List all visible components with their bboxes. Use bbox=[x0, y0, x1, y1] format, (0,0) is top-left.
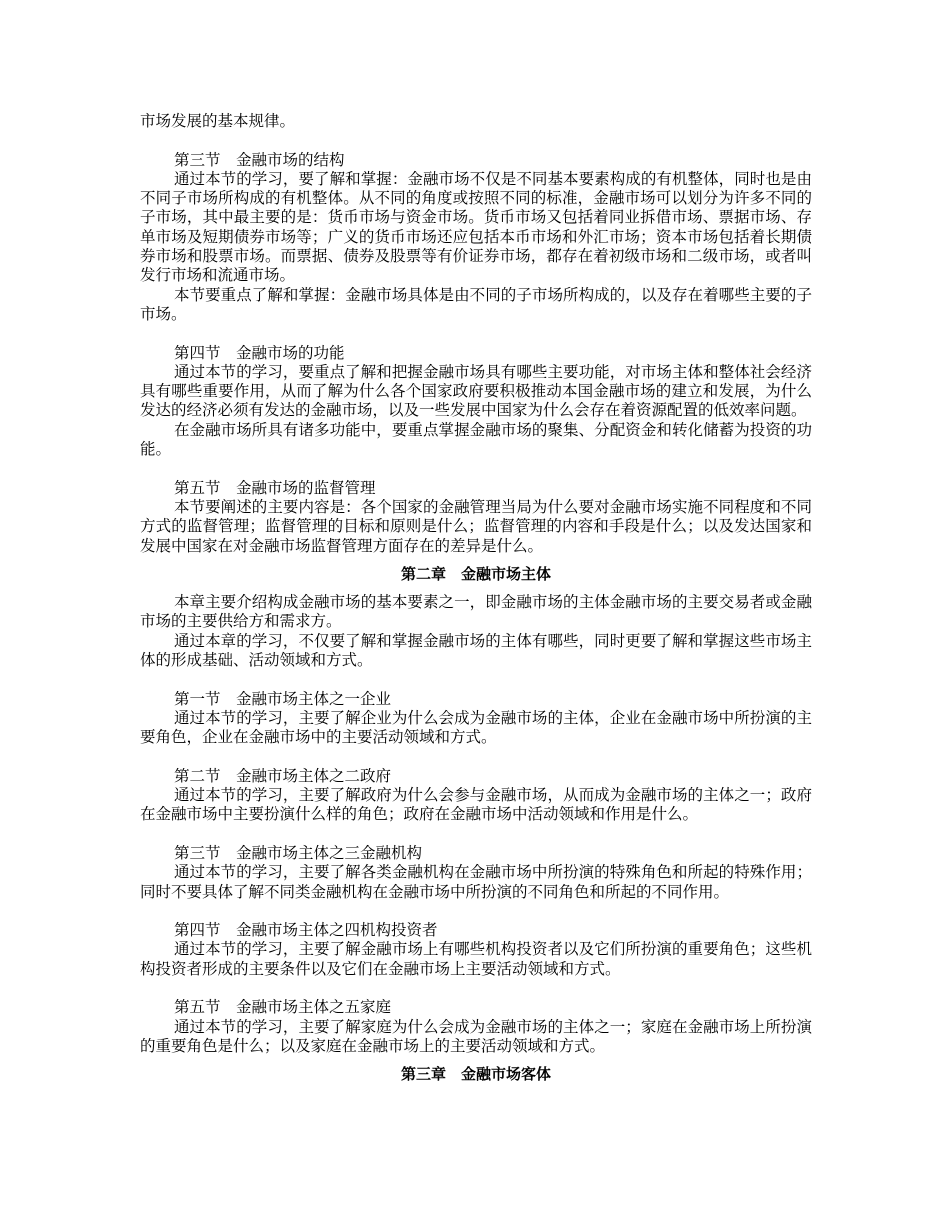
body-paragraph: 市场发展的基本规律。 bbox=[140, 112, 296, 130]
paragraph-spacer bbox=[140, 324, 812, 343]
body-paragraph: 通过本节的学习，主要了解家庭为什么会成为金融市场的主体之一；家庭在金融市场上所扮演的重要角色是什么；以及家庭在金融市场上的主要活动领域和方式。 bbox=[140, 1017, 812, 1055]
section-heading: 第三节 金融市场主体之三金融机构 bbox=[174, 843, 423, 862]
chapter-heading: 第三章 金融市场客体 bbox=[400, 1065, 551, 1084]
paragraph-spacer bbox=[140, 670, 812, 689]
section-heading: 第三节 金融市场的结构 bbox=[174, 150, 345, 169]
body-paragraph: 通过本节的学习，主要了解企业为什么会成为金融市场的主体，企业在金融市场中所扮演的主要角色，企业在金融市场中的主要活动领域和方式。 bbox=[140, 708, 812, 747]
body-paragraph: 通过本节的学习，要重点了解和把握金融市场具有哪些主要功能，对市场主体和整体社会经济具有哪些重要作用，从而了解为什么各个国家政府要积极推动本国金融市场的建立和发展，为什么发达的经济必须有发达的金融市场，以及一些发展中国家为什么会存在着资源配置的低效率问题。 bbox=[140, 362, 812, 420]
paragraph-spacer bbox=[140, 748, 812, 767]
body-paragraph: 本章主要介绍构成金融市场的基本要素之一，即金融市场的主体金融市场的主要交易者或金融市场的主要供给方和需求方。 bbox=[140, 593, 812, 631]
paragraph-spacer bbox=[140, 459, 812, 478]
section-heading: 第二节 金融市场主体之二政府 bbox=[174, 766, 392, 785]
body-paragraph: 通过本节的学习，主要了解政府为什么会参与金融市场，从而成为金融市场的主体之一；政府在金融市场中主要扮演什么样的角色；政府在金融市场中活动领域和作用是什么。 bbox=[140, 786, 812, 824]
section-heading: 第五节 金融市场的监督管理 bbox=[174, 478, 376, 497]
body-paragraph: 通过本章的学习，不仅要了解和掌握金融市场的主体有哪些，同时更要了解和掌握这些市场主体的形成基础、活动领域和方式。 bbox=[140, 631, 812, 670]
section-heading: 第四节 金融市场主体之四机构投资者 bbox=[174, 921, 438, 940]
paragraph-spacer bbox=[140, 131, 812, 150]
paragraph-spacer bbox=[140, 902, 812, 921]
document-page bbox=[140, 112, 812, 1094]
section-heading: 第一节 金融市场主体之一企业 bbox=[174, 689, 392, 708]
body-paragraph: 本节要重点了解和掌握：金融市场具体是由不同的子市场所构成的，以及存在着哪些主要的子市场。 bbox=[140, 285, 812, 323]
body-paragraph: 通过本节的学习，主要了解金融市场上有哪些机构投资者以及它们所扮演的重要角色；这些机构投资者形成的主要条件以及它们在金融市场上主要活动领域和方式。 bbox=[140, 940, 812, 978]
section-heading: 第四节 金融市场的功能 bbox=[174, 343, 345, 362]
body-paragraph: 通过本节的学习，要了解和掌握：金融市场不仅是不同基本要素构成的有机整体，同时也是由不同子市场所构成的有机整体。从不同的角度或按照不同的标准，金融市场可以划分为许多不同的子市场，其中最主要的是：货币市场与资金市场。货币市场又包括着同业拆借市场、票据市场、存单市场及短期债券市场等；广义的货币市场还应包括本币市场和外汇市场；资本市场包括着长期债券市场和股票市场。而票据、债券及股票等有价证券市场，都存在着初级市场和二级市场，或者叫发行市场和流通市场。 bbox=[140, 169, 812, 285]
paragraph-spacer bbox=[140, 825, 812, 844]
section-heading: 第五节 金融市场主体之五家庭 bbox=[174, 998, 392, 1017]
body-paragraph: 本节要阐述的主要内容是：各个国家的金融管理当局为什么要对金融市场实施不同程度和不同方式的监督管理；监督管理的目标和原则是什么；监督管理的内容和手段是什么；以及发达国家和发展中国家在对金融市场监督管理方面存在的差异是什么。 bbox=[140, 497, 812, 555]
body-paragraph: 在金融市场所具有诸多功能中，要重点掌握金融市场的聚集、分配资金和转化储蓄为投资的功能。 bbox=[140, 420, 812, 459]
chapter-heading: 第二章 金融市场主体 bbox=[400, 564, 551, 583]
body-paragraph: 通过本节的学习，主要了解各类金融机构在金融市场中所扮演的特殊角色和所起的特殊作用；同时不要具体了解不同类金融机构在金融市场中所扮演的不同角色和所起的不同作用。 bbox=[140, 863, 812, 901]
paragraph-spacer bbox=[140, 979, 812, 998]
